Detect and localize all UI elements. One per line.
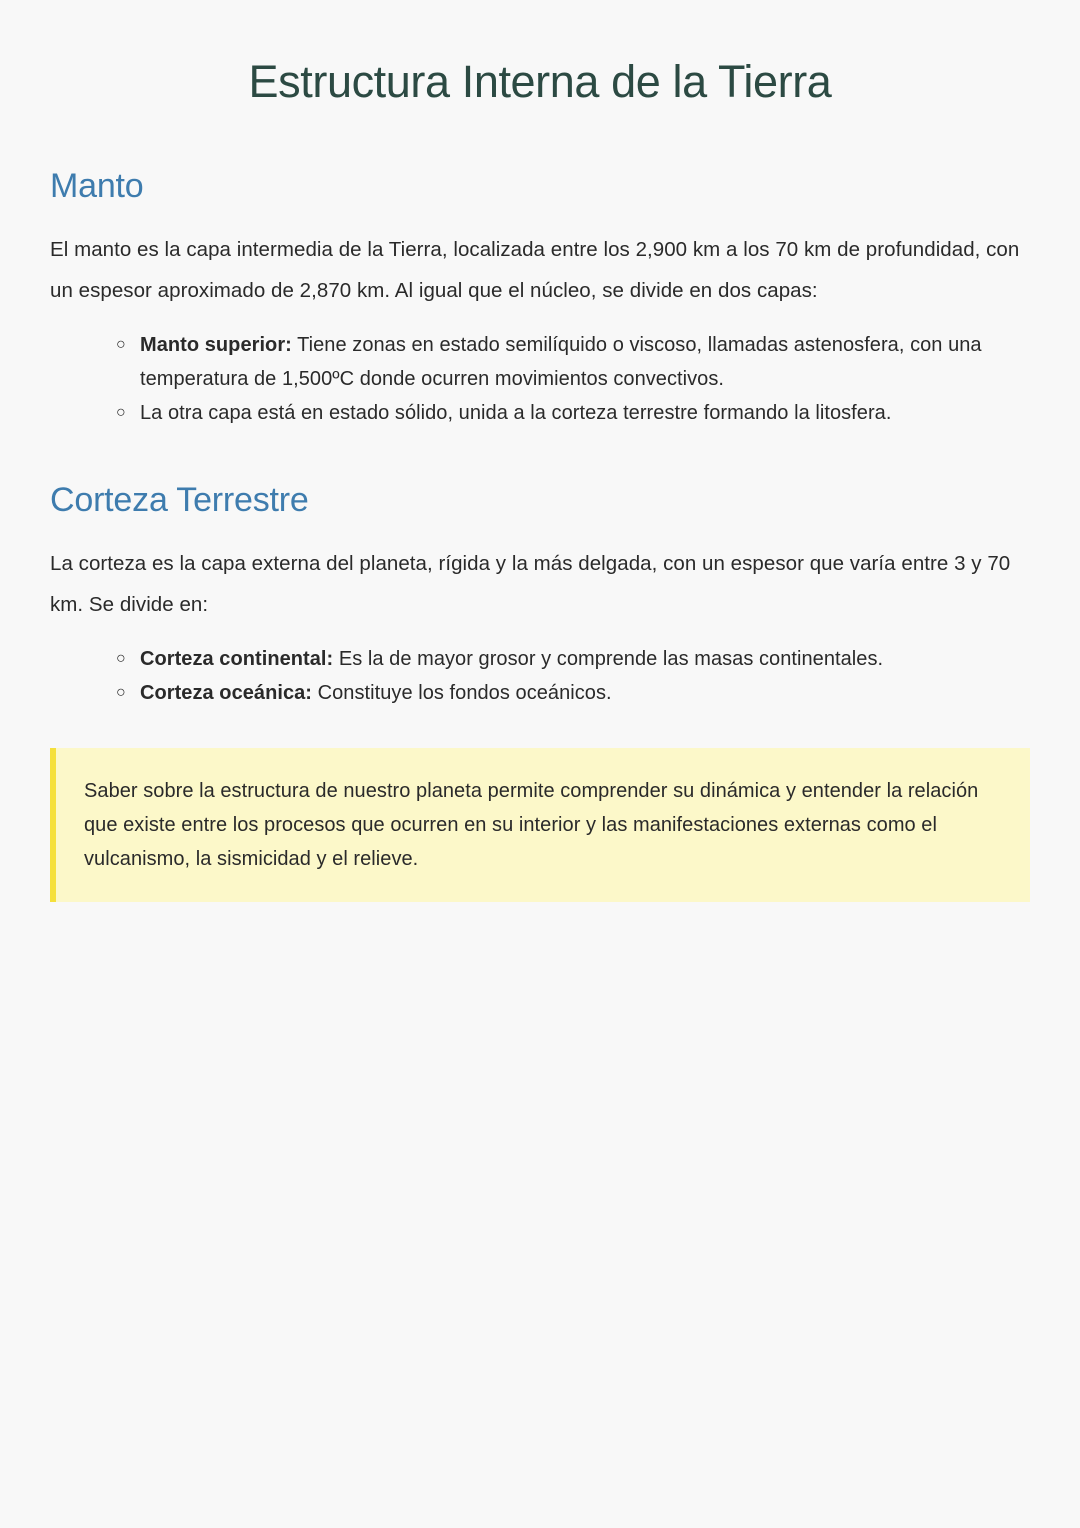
list-item-text: La otra capa está en estado sólido, unida a la corteza terrestre formando la litosfera. [140,401,892,424]
section-heading-corteza: Corteza Terrestre [50,480,309,519]
list-item [50,396,1030,430]
list-item [50,328,1030,396]
callout-box [50,748,1030,902]
section-paragraph-corteza: La corteza es la capa externa del planeta, rígida y la más delgada, con un espesor que varía entre 3 y 70 km. Se divide en: [50,551,1011,617]
list-item-text: Es la de mayor grosor y comprende las masas continentales. [333,647,884,670]
callout-text: Saber sobre la estructura de nuestro planeta permite comprender su dinámica y entender la relación que existe entre los procesos que ocurren en su interior y las manifestaciones externas como el vulcanismo, la sismicidad y el relieve. [84,779,979,870]
list-item-text: Tiene zonas en estado semilíquido o viscoso, llamadas astenosfera, con una temperatura de 1,500ºC donde ocurren movimientos convectivos. [140,333,982,390]
section-paragraph-manto: El manto es la capa intermedia de la Tierra, localizada entre los 2,900 km a los 70 km de profundidad, con un espesor aproximado de 2,870 km. Al igual que el núcleo, se divide en dos capas: [50,237,1020,303]
bullet-list-corteza [50,626,1030,710]
bullet-list-manto [50,312,1030,430]
list-item-term: Manto superior: [140,333,292,356]
section-heading-manto: Manto [50,167,144,206]
list-item-term: Corteza oceánica: [140,681,313,704]
page-title: Estructura Interna de la Tierra [248,56,832,107]
circle-outline-icon: ○ [116,335,126,353]
list-item [50,676,1030,710]
list-item-term: Corteza continental: [140,647,334,670]
circle-outline-icon: ○ [116,649,126,667]
list-item [50,642,1030,676]
list-item-text: Constituye los fondos oceánicos. [312,681,612,704]
circle-outline-icon: ○ [116,403,126,421]
circle-outline-icon: ○ [116,683,126,701]
